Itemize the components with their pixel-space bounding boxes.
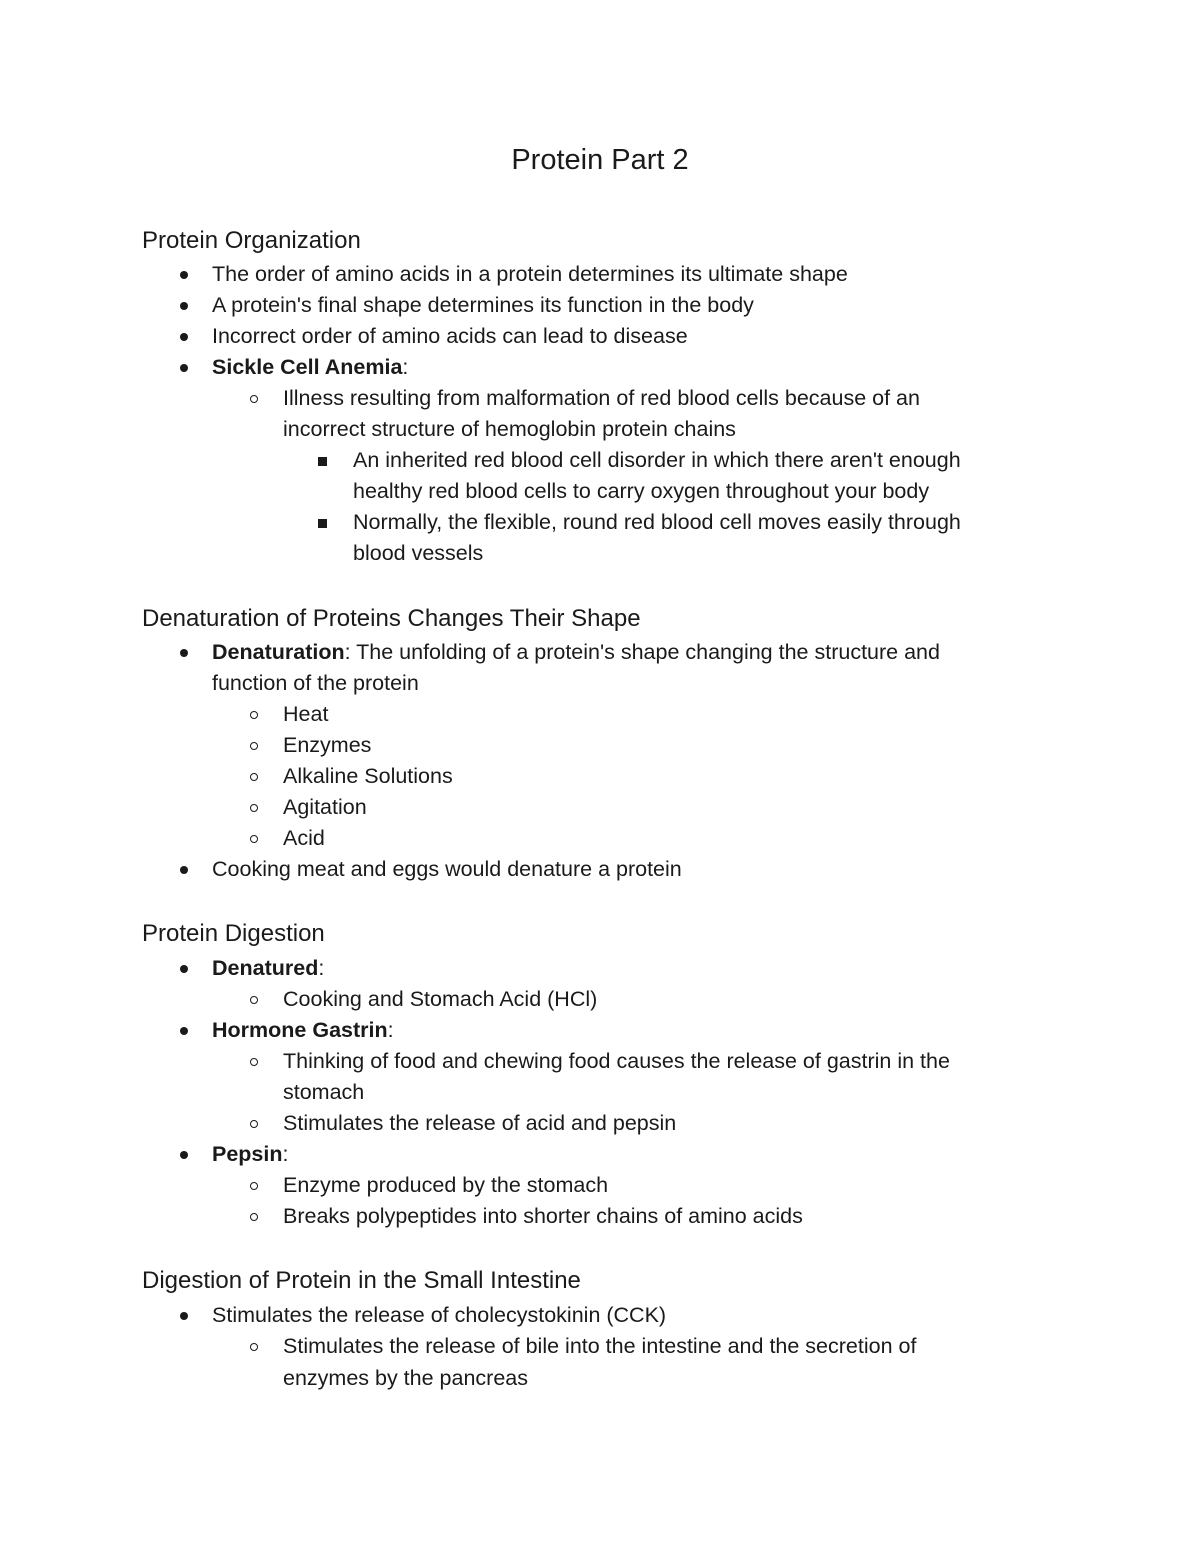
square-bullet-icon [318, 457, 327, 466]
circle-bullet-icon [250, 395, 258, 403]
list-item: Stimulates the release of bile into the intestine and the secretion of [283, 1334, 917, 1358]
circle-bullet-icon [250, 1343, 258, 1351]
list-item: A protein's final shape determines its function in the body [212, 293, 754, 317]
bullet-icon [180, 1027, 188, 1035]
list-item [212, 1015, 394, 1046]
term: Sickle Cell Anemia [212, 355, 403, 379]
list-item: Cooking and Stomach Acid (HCl) [283, 987, 598, 1011]
list-item: The order of amino acids in a protein determines its ultimate shape [212, 262, 848, 286]
section-heading: Denaturation of Proteins Changes Their Shape [142, 605, 641, 632]
term: Hormone Gastrin [212, 1018, 388, 1042]
square-bullet-icon [318, 519, 327, 528]
list-item: Agitation [283, 795, 367, 819]
bullet-icon [180, 1312, 188, 1320]
bullet-icon [180, 271, 188, 279]
bullet-icon [180, 364, 188, 372]
term-suffix: : [318, 956, 325, 980]
circle-bullet-icon [250, 835, 258, 843]
list-item: Cooking meat and eggs would denature a protein [212, 857, 682, 881]
term-suffix: : The unfolding of a protein's shape changing the structure and [344, 640, 940, 664]
circle-bullet-icon [250, 1058, 258, 1066]
term-suffix: : [402, 355, 409, 379]
circle-bullet-icon [250, 804, 258, 812]
list-item: Breaks polypeptides into shorter chains of amino acids [283, 1204, 803, 1228]
circle-bullet-icon [250, 1120, 258, 1128]
list-item-continuation: incorrect structure of hemoglobin protein chains [283, 417, 736, 441]
term: Denaturation [212, 640, 345, 664]
term-suffix: : [387, 1018, 394, 1042]
list-item: Enzyme produced by the stomach [283, 1173, 609, 1197]
list-item [212, 953, 324, 984]
section-heading: Protein Organization [142, 227, 361, 254]
circle-bullet-icon [250, 996, 258, 1004]
term: Pepsin [212, 1142, 283, 1166]
list-item-continuation: blood vessels [353, 541, 484, 565]
circle-bullet-icon [250, 1213, 258, 1221]
list-item [212, 637, 940, 668]
list-item: Heat [283, 702, 329, 726]
list-item: Illness resulting from malformation of red blood cells because of an [283, 386, 920, 410]
list-item: Alkaline Solutions [283, 764, 453, 788]
page-title: Protein Part 2 [511, 144, 689, 176]
bullet-icon [180, 866, 188, 874]
list-item: Stimulates the release of acid and pepsin [283, 1111, 677, 1135]
list-item: Thinking of food and chewing food causes the release of gastrin in the [283, 1049, 950, 1073]
bullet-icon [180, 333, 188, 341]
list-item [212, 352, 408, 383]
circle-bullet-icon [250, 711, 258, 719]
bullet-icon [180, 1151, 188, 1159]
list-item-continuation: stomach [283, 1080, 365, 1104]
term: Denatured [212, 956, 319, 980]
list-item: Enzymes [283, 733, 372, 757]
bullet-icon [180, 649, 188, 657]
term-suffix: : [282, 1142, 289, 1166]
list-item: Normally, the flexible, round red blood cell moves easily through [353, 510, 961, 534]
bullet-icon [180, 302, 188, 310]
section-heading: Digestion of Protein in the Small Intestine [142, 1267, 581, 1294]
circle-bullet-icon [250, 742, 258, 750]
list-item: An inherited red blood cell disorder in which there aren't enough [353, 448, 961, 472]
list-item-continuation: healthy red blood cells to carry oxygen throughout your body [353, 479, 930, 503]
list-item-continuation: enzymes by the pancreas [283, 1366, 528, 1390]
section-heading: Protein Digestion [142, 920, 325, 947]
circle-bullet-icon [250, 773, 258, 781]
list-item-continuation: function of the protein [212, 671, 419, 695]
list-item: Stimulates the release of cholecystokinin (CCK) [212, 1303, 667, 1327]
list-item: Acid [283, 826, 325, 850]
circle-bullet-icon [250, 1182, 258, 1190]
bullet-icon [180, 965, 188, 973]
list-item: Incorrect order of amino acids can lead to disease [212, 324, 688, 348]
list-item [212, 1139, 288, 1170]
